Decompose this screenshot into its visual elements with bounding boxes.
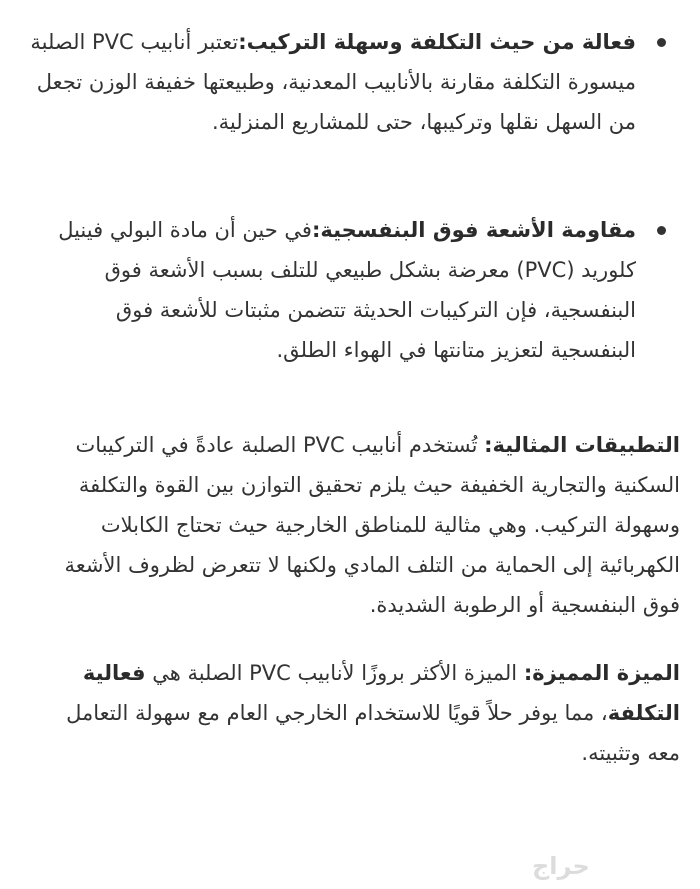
- paragraph-text: الميزة الأكثر بروزًا لأنابيب PVC الصلبة هي: [145, 661, 524, 685]
- feature-bullet-list: [30, 22, 680, 370]
- bullet-text: تعتبر أنابيب PVC الصلبة ميسورة التكلفة مقارنة بالأنابيب المعدنية، وطبيعتها خفيفة الوزن تجعل من السهل نقلها وتركيبها، حتى للمشاريع المنزلية.: [30, 30, 636, 134]
- article-body: [30, 22, 680, 773]
- bullet-uv-resistance: [30, 210, 680, 370]
- bullet-dot-icon: [657, 38, 666, 47]
- bullet-dot-icon: [657, 226, 666, 235]
- paragraph-heading: التطبيقات المثالية:: [484, 433, 680, 457]
- bullet-heading: مقاومة الأشعة فوق البنفسجية:: [311, 218, 636, 242]
- haraj-watermark: حراج: [532, 852, 590, 880]
- key-feature-paragraph: [30, 653, 680, 773]
- bullet-cost-effective: [30, 22, 680, 142]
- paragraph-text: تُستخدم أنابيب PVC الصلبة عادةً في التركيبات السكنية والتجارية الخفيفة حيث يلزم تحقيق التوازن بين القوة والتكلفة وسهولة التركيب. وهي مثالية للمناطق الخارجية حيث تحتاج الكابلات الكهربائية إلى الحماية من التلف المادي ولكنها لا تتعرض لظروف الأشعة فوق البنفسجية أو الرطوبة الشديدة.: [64, 433, 680, 617]
- paragraph-text-end: ، مما يوفر حلاً قويًا للاستخدام الخارجي العام مع سهولة التعامل معه وتثبيته.: [66, 701, 680, 765]
- paragraph-heading: الميزة المميزة:: [523, 661, 680, 685]
- bullet-text: في حين أن مادة البولي فينيل كلوريد (PVC) معرضة بشكل طبيعي للتلف بسبب الأشعة فوق البنفسجية، فإن التركيبات الحديثة تتضمن مثبتات للأشعة فوق البنفسجية لتعزيز متانتها في الهواء الطلق.: [58, 218, 636, 362]
- ideal-applications-paragraph: [30, 425, 680, 625]
- emphasis-text: فعالية التكلفة: [82, 661, 680, 725]
- bullet-heading: فعالة من حيث التكلفة وسهلة التركيب:: [238, 30, 636, 54]
